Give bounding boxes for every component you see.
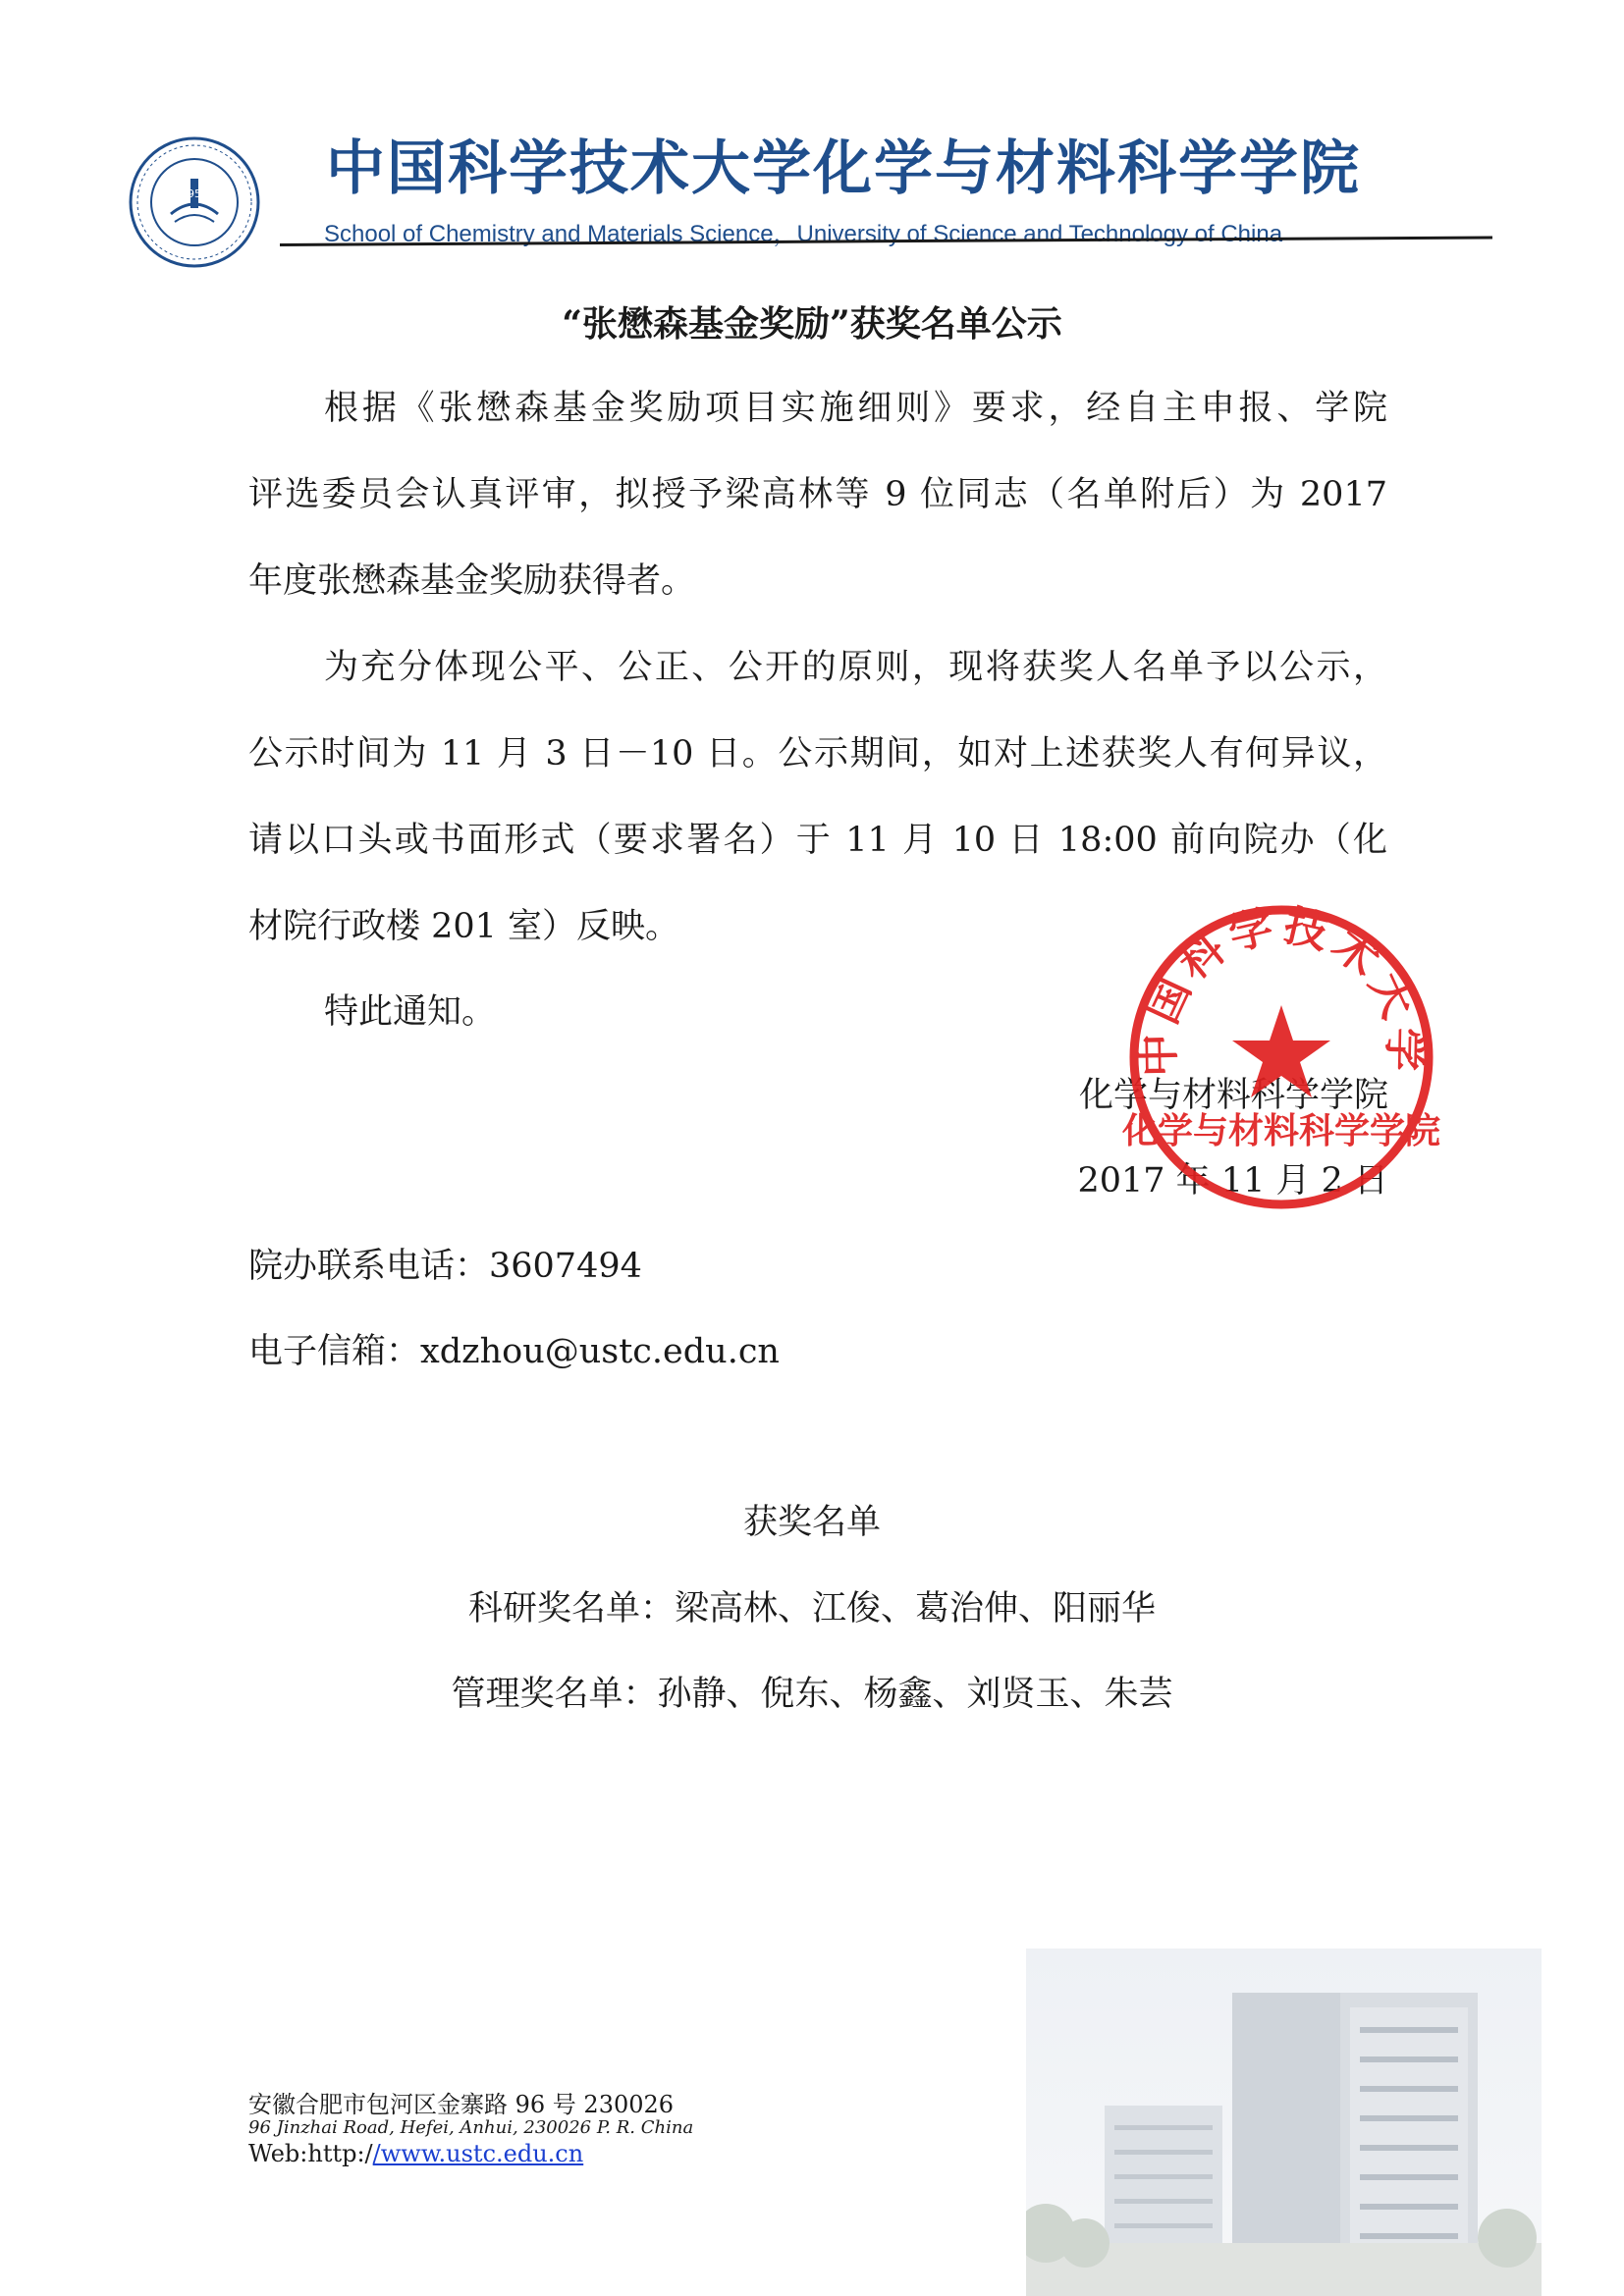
paragraph-1-line-2: 评选委员会认真评审，拟授予梁高林等 9 位同志（名单附后）为 2017 <box>248 475 1387 514</box>
svg-text:中国科学技术大学: 中国科学技术大学 <box>1133 900 1430 1078</box>
contact-phone: 院办联系电话：3607494 <box>248 1247 642 1286</box>
award-list-heading: 获奖名单 <box>742 1503 881 1542</box>
footer-address-cn: 安徽合肥市包河区金寨路 96 号 230026 <box>248 2091 675 2118</box>
footer-address-en: 96 Jinzhai Road, Hefei, Anhui, 230026 P. R. China <box>248 2117 694 2138</box>
header-subtitle-en: School of Chemistry and Materials Science，University of Science and Technology of China <box>324 221 1283 247</box>
svg-text:化学与材料科学学院: 化学与材料科学学院 <box>1121 1111 1441 1151</box>
paragraph-2-line-2: 公示时间为 11 月 3 日－10 日。公示期间，如对上述获奖人有何异议， <box>248 734 1387 774</box>
logo-year: 1958 <box>181 187 208 200</box>
document-title: “张懋森基金奖励”获奖名单公示 <box>562 303 1062 345</box>
school-name: 化学与材料科学学院 <box>813 134 1361 203</box>
footer-web <box>248 2140 583 2167</box>
paragraph-2-line-3: 请以口头或书面形式（要求署名）于 11 月 10 日 18:00 前向院办（化 <box>248 821 1387 860</box>
website-link[interactable]: /www.ustc.edu.cn <box>372 2140 584 2167</box>
web-prefix: Web:http:/ <box>248 2140 373 2167</box>
building-photo <box>1026 1949 1542 2296</box>
university-logo <box>128 135 261 269</box>
paragraph-3: 特此通知。 <box>324 992 497 1032</box>
signature-date: 2017 年 11 月 2 日 <box>1077 1161 1388 1201</box>
contact-email: 电子信箱：xdzhou@ustc.edu.cn <box>248 1332 780 1371</box>
paragraph-1-line-3: 年度张懋森基金奖励获得者。 <box>248 561 696 601</box>
signature-org: 化学与材料科学学院 <box>1078 1076 1388 1115</box>
official-stamp <box>1119 895 1443 1219</box>
university-name: 中国科学技术大学 <box>326 134 813 203</box>
paragraph-1-line-1: 根据《张懋森基金奖励项目实施细则》要求，经自主申报、学院 <box>324 389 1387 428</box>
header-title <box>326 122 1361 206</box>
management-award-list: 管理奖名单：孙静、倪东、杨鑫、刘贤玉、朱芸 <box>451 1675 1173 1714</box>
paragraph-2-line-4: 材院行政楼 201 室）反映。 <box>248 907 680 946</box>
research-award-list: 科研奖名单：梁高林、江俊、葛治伸、阳丽华 <box>467 1589 1156 1629</box>
paragraph-2-line-1: 为充分体现公平、公正、公开的原则，现将获奖人名单予以公示， <box>324 648 1387 687</box>
